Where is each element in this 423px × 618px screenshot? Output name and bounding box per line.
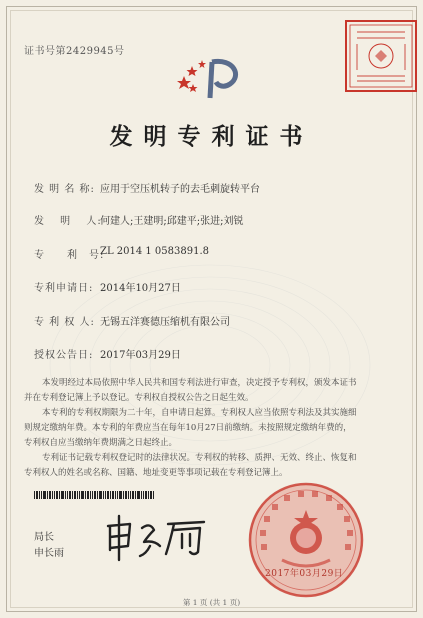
body-line-4: 则规定缴纳年费。本专利的年费应当在每年10月27日前缴纳。未按照规定缴纳年费的，: [24, 423, 352, 433]
field-value-invention-name: 应用于空压机转子的去毛刺旋转平台: [100, 184, 260, 195]
patent-office-logo: [176, 54, 246, 100]
field-label-patent-number: 专 利 号:: [34, 250, 105, 261]
body-line-3: 本专利的专利权期限为二十年，自申请日起算。专利权人应当依照专利法及其实施细: [42, 408, 357, 418]
field-value-patent-number: ZL 2014 1 0583891.8: [100, 246, 210, 257]
barcode: [34, 491, 154, 499]
body-line-5: 专利权自应当缴纳年费期满之日起终止。: [24, 438, 178, 448]
body-line-6: 专利证书记载专利权登记时的法律状况。专利权的转移、质押、无效、终止、恢复和: [42, 453, 357, 463]
body-line-1: 本发明经过本局依照中华人民共和国专利法进行审查，决定授予专利权，颁发本证书: [42, 378, 357, 388]
director-name: 申长雨: [34, 548, 64, 559]
field-value-grant-date: 2017年03月29日: [100, 350, 181, 361]
field-value-inventors: 何建人;王建明;邱建平;张进;刘锐: [100, 216, 244, 227]
director-signature: [104, 512, 214, 564]
field-label-inventors: 发 明 人:: [34, 216, 102, 227]
field-label-invention-name: 发 明 名 称:: [34, 184, 95, 195]
field-value-patentee: 无锡五洋赛德压缩机有限公司: [100, 317, 230, 328]
certificate-title: 发明专利证书: [109, 123, 314, 150]
field-label-filing-date: 专利申请日:: [34, 283, 94, 294]
field-label-grant-date: 授权公告日:: [34, 350, 94, 361]
field-label-patentee: 专 利 权 人:: [34, 317, 95, 328]
page-number: 第 1 页 (共 1 页): [182, 598, 241, 607]
official-seal: [246, 480, 366, 600]
director-title: 局长: [34, 532, 54, 543]
seal-date: 2017年03月29日: [265, 569, 344, 579]
body-line-7: 专利权人的姓名或名称、国籍、地址变更等事项记载在专利登记簿上。: [24, 468, 288, 478]
certificate-number: 证书号第2429945号: [24, 46, 125, 57]
copy-verification-stamp: [343, 18, 419, 94]
field-value-filing-date: 2014年10月27日: [100, 283, 181, 294]
body-line-2: 并在专利登记簿上予以登记。专利权自授权公告之日起生效。: [24, 393, 254, 403]
